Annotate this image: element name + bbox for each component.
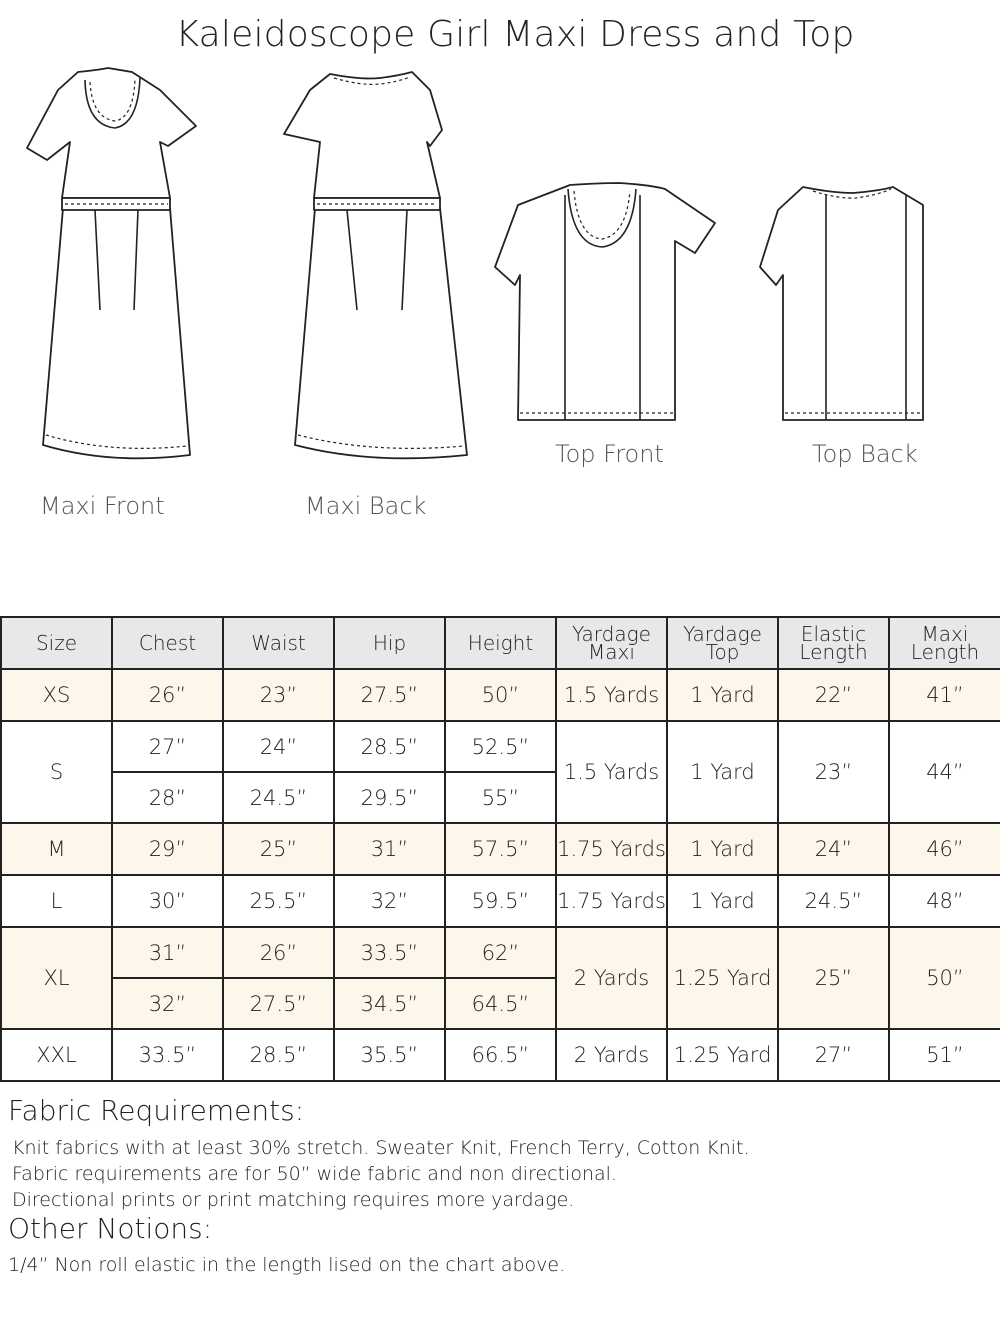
cell-chest: 26”: [112, 669, 223, 721]
cell-yardage-maxi: 2 Yards: [556, 1029, 667, 1081]
cell-yardage-maxi: 1.5 Yards: [556, 721, 667, 823]
table-row-xl: [1, 927, 1000, 978]
table-row-s: [1, 721, 1000, 772]
page-title: Kaleidoscope Girl Maxi Dress and Top: [175, 14, 855, 55]
maxi-back-caption: Maxi Back: [305, 492, 427, 520]
cell-size: XL: [1, 927, 112, 1029]
cell-size: XXL: [1, 1029, 112, 1081]
cell-size: M: [1, 823, 112, 875]
cell-hip: 35.5”: [334, 1029, 445, 1081]
cell-maxi-length: 48”: [889, 875, 1000, 927]
fabric-line-2: Fabric requirements are for 50” wide fabric and non directional.: [12, 1163, 617, 1185]
cell-height: 62”: [445, 927, 556, 978]
cell-yardage-maxi: 1.75 Yards: [556, 823, 667, 875]
cell-yardage-top: 1 Yard: [667, 823, 778, 875]
table-header-row: [1, 617, 1000, 669]
cell-elastic: 22”: [778, 669, 889, 721]
cell-waist: 25”: [223, 823, 334, 875]
cell-chest: 28”: [112, 772, 223, 823]
cell-yardage-maxi: 2 Yards: [556, 927, 667, 1029]
cell-maxi-length: 51”: [889, 1029, 1000, 1081]
cell-waist: 26”: [223, 927, 334, 978]
table-row-xs: [1, 669, 1000, 721]
header-hip: Hip: [334, 617, 445, 669]
fabric-line-1: Knit fabrics with at least 30% stretch. Sweater Knit, French Terry, Cotton Knit.: [12, 1137, 750, 1159]
header-maxi-length: Maxi Length: [889, 617, 1000, 669]
cell-maxi-length: 41”: [889, 669, 1000, 721]
table-row-m: [1, 823, 1000, 875]
cell-height: 64.5”: [445, 978, 556, 1029]
cell-waist: 24”: [223, 721, 334, 772]
cell-hip: 27.5”: [334, 669, 445, 721]
fabric-line-3: Directional prints or print matching requires more yardage.: [12, 1189, 575, 1211]
maxi-front-caption: Maxi Front: [40, 492, 165, 520]
header-chest: Chest: [112, 617, 223, 669]
cell-maxi-length: 46”: [889, 823, 1000, 875]
cell-size: S: [1, 721, 112, 823]
cell-height: 57.5”: [445, 823, 556, 875]
cell-hip: 33.5”: [334, 927, 445, 978]
cell-chest: 31”: [112, 927, 223, 978]
top-front-caption: Top Front: [555, 440, 664, 468]
cell-maxi-length: 44”: [889, 721, 1000, 823]
cell-hip: 29.5”: [334, 772, 445, 823]
cell-waist: 27.5”: [223, 978, 334, 1029]
cell-size: L: [1, 875, 112, 927]
cell-size: XS: [1, 669, 112, 721]
notions-line-1: 1/4” Non roll elastic in the length lised on the chart above.: [8, 1254, 566, 1276]
cell-yardage-top: 1 Yard: [667, 875, 778, 927]
cell-maxi-length: 50”: [889, 927, 1000, 1029]
cell-waist: 23”: [223, 669, 334, 721]
header-size: Size: [1, 617, 112, 669]
top-front-illustration: [490, 175, 730, 425]
cell-hip: 34.5”: [334, 978, 445, 1029]
maxi-front-illustration: [0, 60, 240, 480]
cell-chest: 29”: [112, 823, 223, 875]
fabric-requirements-heading: Fabric Requirements:: [8, 1094, 305, 1127]
cell-elastic: 27”: [778, 1029, 889, 1081]
cell-elastic: 24.5”: [778, 875, 889, 927]
table-row-l: [1, 875, 1000, 927]
cell-waist: 24.5”: [223, 772, 334, 823]
cell-yardage-maxi: 1.75 Yards: [556, 875, 667, 927]
cell-yardage-top: 1.25 Yard: [667, 1029, 778, 1081]
cell-waist: 25.5”: [223, 875, 334, 927]
cell-chest: 30”: [112, 875, 223, 927]
top-back-caption: Top Back: [812, 440, 918, 468]
cell-yardage-maxi: 1.5 Yards: [556, 669, 667, 721]
size-chart-table: [0, 616, 1000, 1082]
cell-chest: 32”: [112, 978, 223, 1029]
cell-yardage-top: 1.25 Yard: [667, 927, 778, 1029]
cell-height: 50”: [445, 669, 556, 721]
top-back-illustration: [758, 175, 998, 425]
cell-hip: 28.5”: [334, 721, 445, 772]
cell-chest: 33.5”: [112, 1029, 223, 1081]
header-yardage-maxi: Yardage Maxi: [556, 617, 667, 669]
cell-hip: 31”: [334, 823, 445, 875]
cell-elastic: 25”: [778, 927, 889, 1029]
header-height: Height: [445, 617, 556, 669]
header-waist: Waist: [223, 617, 334, 669]
cell-yardage-top: 1 Yard: [667, 721, 778, 823]
maxi-back-illustration: [262, 60, 502, 480]
other-notions-heading: Other Notions:: [8, 1212, 213, 1245]
cell-height: 66.5”: [445, 1029, 556, 1081]
cell-hip: 32”: [334, 875, 445, 927]
cell-waist: 28.5”: [223, 1029, 334, 1081]
header-elastic-length: Elastic Length: [778, 617, 889, 669]
cell-elastic: 24”: [778, 823, 889, 875]
cell-height: 55”: [445, 772, 556, 823]
cell-height: 52.5”: [445, 721, 556, 772]
header-yardage-top: Yardage Top: [667, 617, 778, 669]
cell-yardage-top: 1 Yard: [667, 669, 778, 721]
cell-chest: 27”: [112, 721, 223, 772]
table-row-xxl: [1, 1029, 1000, 1081]
cell-height: 59.5”: [445, 875, 556, 927]
cell-elastic: 23”: [778, 721, 889, 823]
